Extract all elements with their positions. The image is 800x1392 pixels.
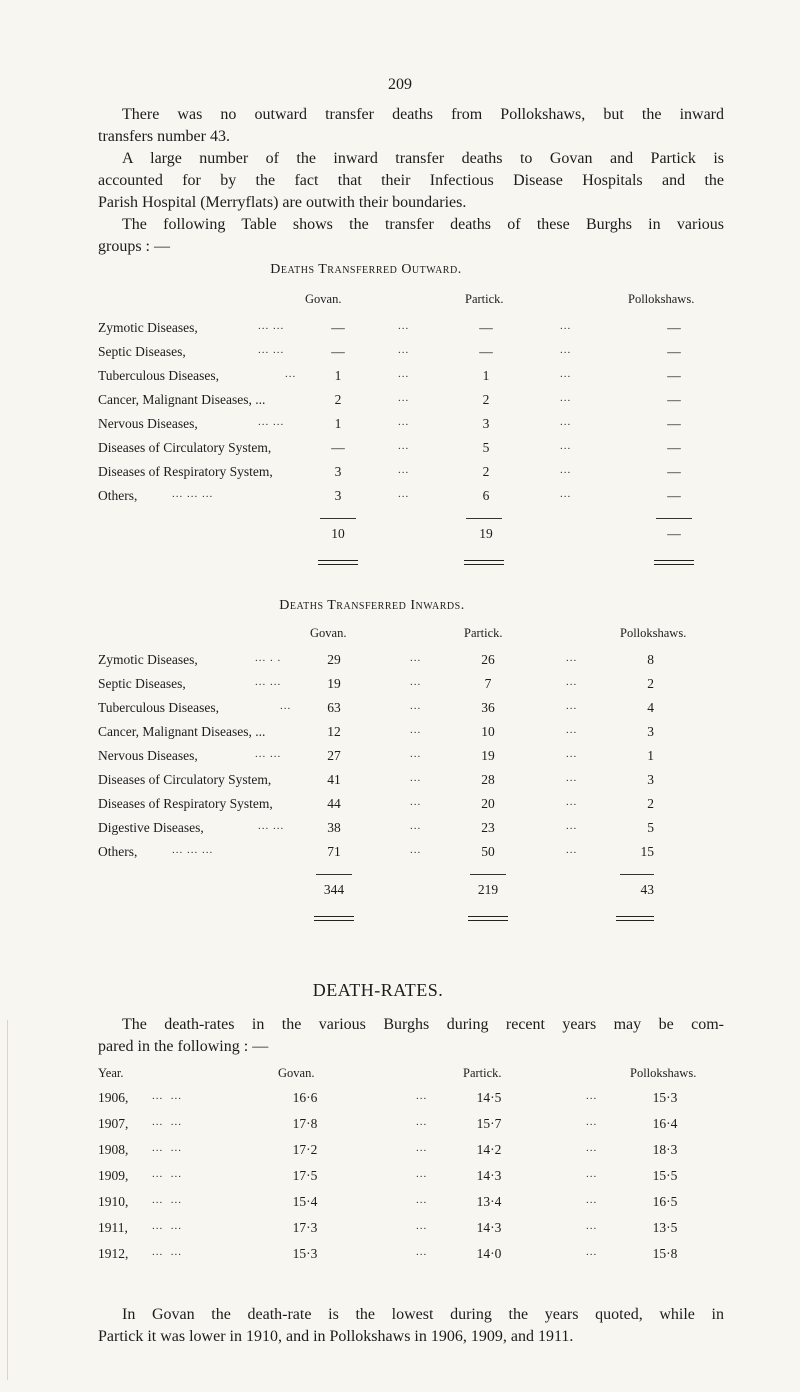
outward-col-govan: Govan. bbox=[305, 292, 342, 306]
inward-totals-row bbox=[0, 882, 800, 904]
pollokshaws-value: — bbox=[667, 440, 681, 455]
outward-row: Tuberculous Diseases, ... 1 ... 1 ... — bbox=[0, 368, 800, 390]
year-label: 1910, bbox=[98, 1194, 129, 1209]
pollokshaws-rate: 13·5 bbox=[652, 1220, 678, 1235]
partick-rate: 14·0 bbox=[476, 1246, 502, 1261]
pollokshaws-rate: 16·5 bbox=[652, 1194, 678, 1209]
sum-rule bbox=[620, 874, 654, 875]
outward-row: Nervous Diseases, ... ... 1 ... 3 ... — bbox=[0, 416, 800, 438]
govan-value: 3 bbox=[334, 488, 342, 503]
inward-row: Others, ... ... ... 71 ... 50 ... 15 bbox=[98, 844, 654, 859]
partick-rate: 14·2 bbox=[476, 1142, 502, 1157]
row-leader: ... ... bbox=[258, 320, 285, 332]
partick-value: — bbox=[479, 320, 493, 335]
year-label: 1911, bbox=[98, 1220, 128, 1235]
closing-line: In Govan the death-rate is the lowest during the years quoted, while in bbox=[122, 1306, 724, 1323]
govan-value: 44 bbox=[327, 796, 341, 811]
pollokshaws-value: — bbox=[667, 320, 681, 335]
govan-rate: 17·2 bbox=[292, 1142, 318, 1157]
govan-rate: 15·3 bbox=[292, 1246, 318, 1261]
rates-row: 1908, ... ... 17·2 ... 14·2 ... 18·3 bbox=[0, 1142, 800, 1164]
pollokshaws-value: 1 bbox=[647, 748, 654, 763]
partick-value: 7 bbox=[484, 676, 492, 691]
govan-total: 344 bbox=[323, 882, 345, 897]
pollokshaws-rate: 16·4 bbox=[652, 1116, 678, 1131]
govan-value: 3 bbox=[334, 464, 342, 479]
row-label: Zymotic Diseases, bbox=[98, 652, 198, 667]
total-double-rule bbox=[468, 916, 508, 921]
intro-line: The following Table shows the transfer deaths of these Burghs in various bbox=[122, 216, 724, 233]
pollokshaws-value: 2 bbox=[647, 676, 654, 691]
row-label: Cancer, Malignant Diseases, ... bbox=[98, 392, 266, 407]
outward-row: Diseases of Respiratory System, 3 ... 2 ... — bbox=[0, 464, 800, 486]
partick-value: 23 bbox=[481, 820, 495, 835]
partick-value: 1 bbox=[482, 368, 490, 383]
row-label: Zymotic Diseases, bbox=[98, 320, 198, 335]
partick-value: 20 bbox=[481, 796, 495, 811]
inward-row: Cancer, Malignant Diseases, ... 12 ... 10 ... 3 bbox=[98, 724, 654, 739]
govan-rate: 15·4 bbox=[292, 1194, 318, 1209]
outward-totals-row bbox=[0, 526, 800, 548]
outward-row: Diseases of Circulatory System, — ... 5 ... — bbox=[0, 440, 800, 462]
total-double-rule bbox=[314, 916, 354, 921]
intro-line: Parish Hospital (Merryflats) are outwith their boundaries. bbox=[98, 194, 467, 211]
govan-value: 38 bbox=[327, 820, 341, 835]
outward-row: Zymotic Diseases, ... ... — ... — ... — bbox=[0, 320, 800, 342]
rates-row: 1909, ... ... 17·5 ... 14·3 ... 15·5 bbox=[0, 1168, 800, 1190]
pollokshaws-value: 8 bbox=[647, 652, 654, 667]
rates-row: 1907, ... ... 17·8 ... 15·7 ... 16·4 bbox=[0, 1116, 800, 1138]
row-label: Diseases of Respiratory System, bbox=[98, 464, 273, 479]
pollokshaws-rate: 18·3 bbox=[652, 1142, 678, 1157]
partick-value: 26 bbox=[481, 652, 495, 667]
row-label: Diseases of Circulatory System, bbox=[98, 440, 272, 455]
govan-value: 27 bbox=[327, 748, 341, 763]
pollokshaws-value: — bbox=[667, 392, 681, 407]
partick-value: 50 bbox=[481, 844, 495, 859]
pollokshaws-value: 3 bbox=[647, 724, 654, 739]
inward-row: Diseases of Circulatory System, 41 ... 28 ... 3 bbox=[98, 772, 654, 787]
sum-rule bbox=[470, 874, 506, 875]
govan-value: 63 bbox=[327, 700, 341, 715]
inward-row: Digestive Diseases, ... ... 38 ... 23 ... 5 bbox=[98, 820, 654, 835]
inward-row: Nervous Diseases, ... ... 27 ... 19 ... 1 bbox=[98, 748, 654, 763]
row-label: Diseases of Circulatory System, bbox=[98, 772, 272, 787]
partick-rate: 14·3 bbox=[476, 1220, 502, 1235]
partick-value: 3 bbox=[482, 416, 490, 431]
closing-paragraph bbox=[98, 1304, 724, 1348]
govan-total: 10 bbox=[331, 526, 345, 541]
row-label: Nervous Diseases, bbox=[98, 416, 198, 431]
govan-value: — bbox=[331, 320, 345, 335]
row-leader: ... ... bbox=[255, 748, 282, 760]
row-label: Diseases of Respiratory System, bbox=[98, 796, 273, 811]
closing-line: Partick it was lower in 1910, and in Pollokshaws in 1906, 1909, and 1911. bbox=[98, 1328, 574, 1345]
inward-row: Zymotic Diseases, ... . . 29 ... 26 ... 8 bbox=[98, 652, 654, 667]
row-label: Cancer, Malignant Diseases, ... bbox=[98, 724, 266, 739]
death-rates-title: DEATH-RATES. bbox=[312, 980, 444, 1000]
pollokshaws-rate: 15·3 bbox=[652, 1090, 678, 1105]
intro-line: transfers number 43. bbox=[98, 128, 230, 145]
rates-row: 1906, ... ... 16·6 ... 14·5 ... 15·3 bbox=[0, 1090, 800, 1112]
total-double-rule bbox=[464, 560, 504, 565]
govan-value: 19 bbox=[327, 676, 341, 691]
rates-row: 1910, ... ... 15·4 ... 13·4 ... 16·5 bbox=[0, 1194, 800, 1216]
outward-table-title: Deaths Transferred Outward. bbox=[270, 262, 462, 277]
death-rates-intro bbox=[98, 1014, 724, 1058]
row-leader: ... ... ... bbox=[172, 844, 214, 856]
govan-value: 12 bbox=[327, 724, 341, 739]
year-label: 1906, bbox=[98, 1090, 129, 1105]
rates-col-partick: Partick. bbox=[463, 1066, 502, 1080]
year-label: 1908, bbox=[98, 1142, 129, 1157]
outward-row: Others, ... ... ... 3 ... 6 ... — bbox=[0, 488, 800, 510]
inward-table-title: Deaths Transferred Inwards. bbox=[279, 598, 465, 613]
inward-col-govan: Govan. bbox=[310, 626, 347, 640]
govan-value: — bbox=[331, 440, 345, 455]
partick-rate: 15·7 bbox=[476, 1116, 502, 1131]
outward-row: Cancer, Malignant Diseases, ... 2 ... 2 ... — bbox=[0, 392, 800, 414]
row-label: Others, bbox=[98, 844, 138, 859]
govan-rate: 17·3 bbox=[292, 1220, 318, 1235]
pollokshaws-total: 43 bbox=[640, 882, 654, 897]
partick-value: — bbox=[479, 344, 493, 359]
outward-col-partick: Partick. bbox=[465, 292, 504, 306]
partick-total: 19 bbox=[479, 526, 493, 541]
total-double-rule bbox=[616, 916, 654, 921]
sum-rule bbox=[656, 518, 692, 519]
intro-line: There was no outward transfer deaths from Pollokshaws, but the inward bbox=[122, 106, 724, 123]
partick-value: 5 bbox=[482, 440, 490, 455]
pollokshaws-rate: 15·8 bbox=[652, 1246, 678, 1261]
govan-value: 71 bbox=[327, 844, 341, 859]
pollokshaws-value: 15 bbox=[640, 844, 654, 859]
row-label: Septic Diseases, bbox=[98, 676, 186, 691]
govan-value: 2 bbox=[334, 392, 342, 407]
pollokshaws-value: — bbox=[667, 416, 681, 431]
pollokshaws-rate: 15·5 bbox=[652, 1168, 678, 1183]
row-leader: ... bbox=[280, 700, 292, 712]
sum-rule bbox=[320, 518, 356, 519]
pollokshaws-value: 5 bbox=[647, 820, 654, 835]
row-leader: ... bbox=[285, 368, 297, 380]
intro-line: groups : — bbox=[98, 238, 170, 255]
inward-row: Septic Diseases, ... ... 19 ... 7 ... 2 bbox=[98, 676, 654, 691]
govan-value: 1 bbox=[334, 416, 342, 431]
govan-value: — bbox=[331, 344, 345, 359]
row-leader: ... ... bbox=[258, 416, 285, 428]
partick-value: 36 bbox=[481, 700, 495, 715]
partick-total: 219 bbox=[477, 882, 499, 897]
govan-rate: 16·6 bbox=[292, 1090, 318, 1105]
intro-line: accounted for by the fact that their Infectious Disease Hospitals and the bbox=[98, 172, 724, 189]
row-label: Nervous Diseases, bbox=[98, 748, 198, 763]
pollokshaws-value: — bbox=[667, 488, 681, 503]
rates-row: 1911, ... ... 17·3 ... 14·3 ... 13·5 bbox=[0, 1220, 800, 1242]
year-label: 1912, bbox=[98, 1246, 129, 1261]
inward-col-partick: Partick. bbox=[464, 626, 503, 640]
row-leader: ... ... ... bbox=[172, 488, 214, 500]
outward-row: Septic Diseases, ... ... — ... — ... — bbox=[0, 344, 800, 366]
row-label: Tuberculous Diseases, bbox=[98, 368, 219, 383]
sum-rule bbox=[316, 874, 352, 875]
govan-rate: 17·5 bbox=[292, 1168, 318, 1183]
rates-col-govan: Govan. bbox=[278, 1066, 315, 1080]
inward-row: Diseases of Respiratory System, 44 ... 20 ... 2 bbox=[98, 796, 654, 811]
partick-value: 19 bbox=[481, 748, 495, 763]
intro-line: A large number of the inward transfer deaths to Govan and Partick is bbox=[122, 150, 724, 167]
govan-value: 1 bbox=[334, 368, 342, 383]
total-double-rule bbox=[654, 560, 694, 565]
govan-rate: 17·8 bbox=[292, 1116, 318, 1131]
sum-rule bbox=[466, 518, 502, 519]
outward-col-pollokshaws: Pollokshaws. bbox=[628, 292, 695, 306]
row-leader: ... . . bbox=[255, 652, 282, 664]
total-double-rule bbox=[318, 560, 358, 565]
rates-col-year: Year. bbox=[98, 1066, 124, 1080]
intro-paragraph bbox=[98, 104, 724, 258]
row-label: Tuberculous Diseases, bbox=[98, 700, 219, 715]
row-label: Others, bbox=[98, 488, 138, 503]
govan-value: 29 bbox=[327, 652, 341, 667]
pollokshaws-value: 4 bbox=[647, 700, 654, 715]
pollokshaws-value: — bbox=[667, 464, 681, 479]
partick-value: 2 bbox=[482, 392, 490, 407]
pollokshaws-total: — bbox=[667, 526, 681, 541]
rates-row: 1912, ... ... 15·3 ... 14·0 ... 15·8 bbox=[0, 1246, 800, 1268]
partick-rate: 13·4 bbox=[476, 1194, 502, 1209]
partick-value: 6 bbox=[482, 488, 490, 503]
inward-col-pollokshaws: Pollokshaws. bbox=[620, 626, 687, 640]
year-label: 1909, bbox=[98, 1168, 129, 1183]
rates-col-pollokshaws: Pollokshaws. bbox=[630, 1066, 697, 1080]
page-number: 209 bbox=[388, 76, 412, 93]
pollokshaws-value: 3 bbox=[647, 772, 654, 787]
govan-value: 41 bbox=[327, 772, 341, 787]
year-label: 1907, bbox=[98, 1116, 129, 1131]
intro-line: The death-rates in the various Burghs during recent years may be com- bbox=[122, 1016, 724, 1033]
partick-rate: 14·3 bbox=[476, 1168, 502, 1183]
pollokshaws-value: — bbox=[667, 368, 681, 383]
row-leader: ... ... bbox=[258, 344, 285, 356]
pollokshaws-value: — bbox=[667, 344, 681, 359]
row-leader: ... ... bbox=[255, 676, 282, 688]
row-leader: ... ... bbox=[258, 820, 285, 832]
partick-rate: 14·5 bbox=[476, 1090, 502, 1105]
row-label: Septic Diseases, bbox=[98, 344, 186, 359]
inward-row: Tuberculous Diseases, ... 63 ... 36 ... 4 bbox=[98, 700, 654, 715]
pollokshaws-value: 2 bbox=[647, 796, 654, 811]
partick-value: 10 bbox=[481, 724, 495, 739]
partick-value: 28 bbox=[481, 772, 495, 787]
row-label: Digestive Diseases, bbox=[98, 820, 204, 835]
partick-value: 2 bbox=[482, 464, 490, 479]
intro-line: pared in the following : — bbox=[98, 1038, 269, 1055]
